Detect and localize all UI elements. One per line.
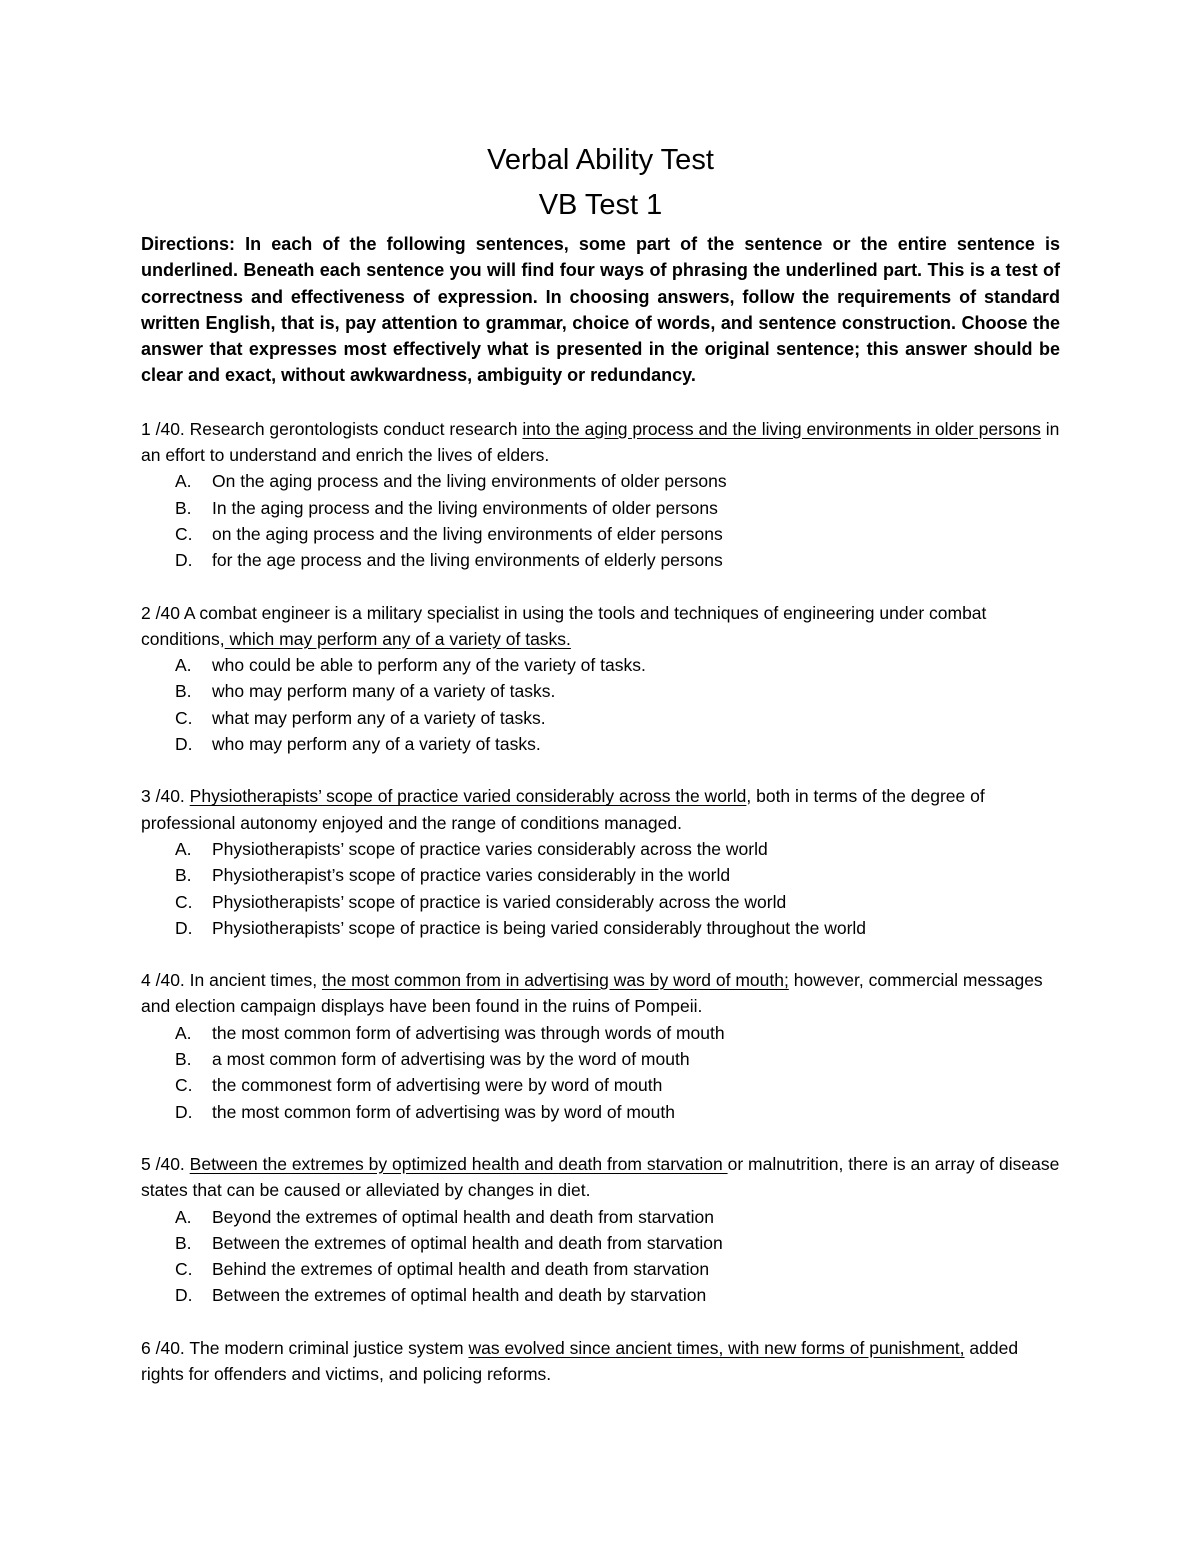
question-stem xyxy=(141,600,1060,653)
answer-options xyxy=(141,1020,1060,1125)
answer-option[interactable] xyxy=(141,836,1060,862)
answer-option[interactable] xyxy=(141,1282,1060,1308)
option-text: Physiotherapists’ scope of practice varies considerably across the world xyxy=(212,838,768,859)
answer-option[interactable] xyxy=(141,1020,1060,1046)
option-text: the most common form of advertising was through words of mouth xyxy=(212,1022,725,1043)
question-2 xyxy=(141,600,1060,758)
underlined-part: Between the extremes by optimized health and death from starvation xyxy=(189,1153,728,1174)
option-text: on the aging process and the living environments of elder persons xyxy=(212,523,723,544)
answer-options xyxy=(141,1204,1060,1309)
option-letter: A. xyxy=(175,471,192,492)
option-text: for the age process and the living environments of elderly persons xyxy=(212,550,723,571)
option-letter: B. xyxy=(175,497,192,518)
answer-options xyxy=(141,652,1060,757)
underlined-part: which may perform any of a variety of tasks. xyxy=(224,628,571,649)
option-letter: D. xyxy=(175,1285,193,1306)
option-text: who may perform any of a variety of tasks. xyxy=(212,734,541,755)
question-number: 1 /40. xyxy=(141,418,185,439)
stem-text: The modern criminal justice system xyxy=(189,1337,464,1358)
answer-option[interactable] xyxy=(141,1256,1060,1282)
question-stem xyxy=(141,967,1060,1020)
answer-option[interactable] xyxy=(141,1230,1060,1256)
question-number: 4 /40. xyxy=(141,970,185,991)
question-4 xyxy=(141,967,1060,1125)
option-letter: C. xyxy=(175,707,193,728)
underlined-part: Physiotherapists’ scope of practice varied considerably across the world xyxy=(189,786,747,807)
option-text: who may perform many of a variety of tasks. xyxy=(212,681,556,702)
answer-option[interactable] xyxy=(141,468,1060,494)
option-text: On the aging process and the living environments of older persons xyxy=(212,471,727,492)
answer-option[interactable] xyxy=(141,495,1060,521)
option-letter: D. xyxy=(175,734,193,755)
option-letter: B. xyxy=(175,1232,192,1253)
option-letter: D. xyxy=(175,1101,193,1122)
option-text: Beyond the extremes of optimal health and death from starvation xyxy=(212,1206,714,1227)
stem-text: however, commercial messages and election campaign displays have been found in the ruins of Pompeii. xyxy=(141,970,1043,1017)
question-5 xyxy=(141,1151,1060,1309)
underlined-part: the most common from in advertising was by word of mouth; xyxy=(321,970,789,991)
answer-option[interactable] xyxy=(141,915,1060,941)
stem-text: added rights for offenders and victims, and policing reforms. xyxy=(141,1337,1019,1384)
stem-text: In ancient times, xyxy=(189,970,318,991)
directions-paragraph: Directions: In each of the following sentences, some part of the sentence or the entire sentence is underlined. Beneath each sentence you will find four ways of phrasing the underlined part. This is a test of correctness and effectiveness of expression. In choosing answers, follow the requirements of standard written English, that is, pay attention to grammar, choice of words, and sentence construction. Choose the answer that expresses most effectively what is presented in the original sentence; this answer should be clear and exact, without awkwardness, ambiguity or redundancy. xyxy=(141,234,1060,386)
option-letter: B. xyxy=(175,1049,192,1070)
option-letter: C. xyxy=(175,523,193,544)
underlined-part: into the aging process and the living environments in older persons xyxy=(522,418,1041,439)
page-title: Verbal Ability Test xyxy=(487,144,714,176)
stem-text: Research gerontologists conduct research xyxy=(189,418,518,439)
question-number: 2 /40 xyxy=(141,602,180,623)
option-letter: D. xyxy=(175,917,193,938)
option-text: the most common form of advertising was by word of mouth xyxy=(212,1101,675,1122)
option-letter: B. xyxy=(175,865,192,886)
answer-option[interactable] xyxy=(141,862,1060,888)
answer-option[interactable] xyxy=(141,889,1060,915)
option-letter: C. xyxy=(175,1075,193,1096)
answer-option[interactable] xyxy=(141,521,1060,547)
underlined-part: was evolved since ancient times, with new forms of punishment, xyxy=(468,1337,965,1358)
option-text: who could be able to perform any of the variety of tasks. xyxy=(212,655,646,676)
answer-options xyxy=(141,836,1060,941)
page-subtitle: VB Test 1 xyxy=(538,189,663,221)
option-letter: A. xyxy=(175,655,192,676)
question-stem xyxy=(141,1151,1060,1204)
question-6 xyxy=(141,1335,1060,1388)
stem-text: A combat engineer is a military specialist in using the tools and techniques of engineering under combat conditions, xyxy=(141,602,987,649)
question-stem xyxy=(141,416,1060,469)
answer-option[interactable] xyxy=(141,547,1060,573)
answer-option[interactable] xyxy=(141,1204,1060,1230)
question-number: 5 /40. xyxy=(141,1153,185,1174)
answer-option[interactable] xyxy=(141,652,1060,678)
answer-option[interactable] xyxy=(141,731,1060,757)
option-letter: B. xyxy=(175,681,192,702)
stem-text: or malnutrition, there is an array of disease states that can be caused or alleviated by changes in diet. xyxy=(141,1153,1060,1201)
answer-option[interactable] xyxy=(141,705,1060,731)
option-text: Physiotherapists’ scope of practice is being varied considerably throughout the world xyxy=(212,917,867,938)
question-number: 3 /40. xyxy=(141,786,185,807)
option-text: In the aging process and the living environments of older persons xyxy=(212,497,718,518)
option-letter: C. xyxy=(175,891,193,912)
answer-option[interactable] xyxy=(141,678,1060,704)
option-text: Physiotherapist’s scope of practice varies considerably in the world xyxy=(212,865,731,886)
answer-option[interactable] xyxy=(141,1072,1060,1098)
answer-option[interactable] xyxy=(141,1099,1060,1125)
option-text: the commonest form of advertising were by word of mouth xyxy=(212,1075,663,1096)
option-letter: D. xyxy=(175,550,193,571)
question-number: 6 /40. xyxy=(141,1337,185,1358)
answer-options xyxy=(141,468,1060,573)
stem-text: in an effort to understand and enrich the lives of elders. xyxy=(141,418,1060,466)
question-3 xyxy=(141,783,1060,941)
option-letter: A. xyxy=(175,1022,192,1043)
option-letter: A. xyxy=(175,1206,192,1227)
option-letter: A. xyxy=(175,838,192,859)
question-1 xyxy=(141,416,1060,574)
option-text: Physiotherapists’ scope of practice is varied considerably across the world xyxy=(212,891,787,912)
option-text: Between the extremes of optimal health and death by starvation xyxy=(212,1285,707,1306)
answer-option[interactable] xyxy=(141,1046,1060,1072)
question-stem xyxy=(141,783,1060,836)
option-letter: C. xyxy=(175,1259,193,1280)
stem-text: , both in terms of the degree of professional autonomy enjoyed and the range of conditions managed. xyxy=(141,786,985,833)
option-text: a most common form of advertising was by the word of mouth xyxy=(212,1049,690,1070)
option-text: what may perform any of a variety of tasks. xyxy=(212,707,546,728)
option-text: Between the extremes of optimal health and death from starvation xyxy=(212,1232,723,1253)
option-text: Behind the extremes of optimal health and death from starvation xyxy=(212,1259,710,1280)
question-stem xyxy=(141,1335,1060,1388)
